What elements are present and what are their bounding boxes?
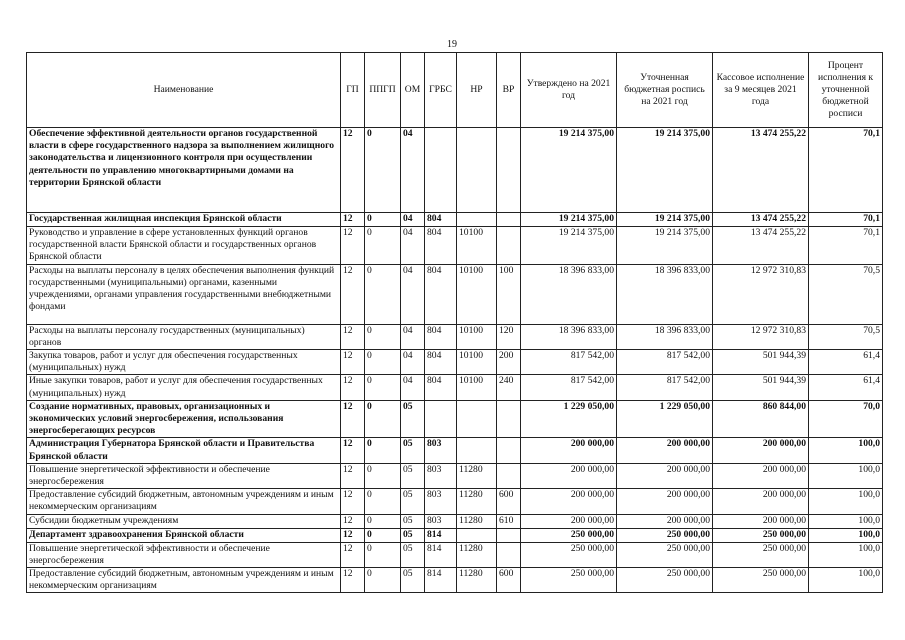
cell-name: Предоставление субсидий бюджетным, автономным учреждениям и иным некоммерческим организациям [27, 489, 341, 514]
cell-om: 04 [401, 350, 425, 375]
cell-vr: 600 [497, 489, 521, 514]
cell-percent: 100,0 [809, 542, 883, 567]
cell-vr [497, 542, 521, 567]
cell-om: 05 [401, 438, 425, 463]
cell-grbs: 803 [425, 514, 457, 528]
cell-approved: 19 214 375,00 [521, 213, 617, 227]
cell-vr [497, 438, 521, 463]
cell-name: Департамент здравоохранения Брянской области [27, 528, 341, 542]
cell-approved: 200 000,00 [521, 489, 617, 514]
table-row [27, 528, 883, 542]
header-gp: ГП [341, 53, 365, 128]
cell-name: Повышение энергетической эффективности и обеспечение энергосбережения [27, 463, 341, 488]
cell-ppgp: 0 [365, 438, 401, 463]
cell-percent: 100,0 [809, 438, 883, 463]
budget-table [26, 52, 883, 593]
cell-cash: 200 000,00 [713, 463, 809, 488]
cell-vr [497, 400, 521, 438]
cell-np: 11280 [457, 542, 497, 567]
cell-np [457, 400, 497, 438]
header-percent: Процент исполнения к уточненной бюджетной росписи [809, 53, 883, 128]
cell-name: Руководство и управление в сфере установленных функций органов государственной власти Брянской области и государственных органов Брянской области [27, 227, 341, 265]
cell-approved: 19 214 375,00 [521, 128, 617, 213]
cell-om: 04 [401, 213, 425, 227]
cell-name: Закупка товаров, работ и услуг для обеспечения государственных (муниципальных) нужд [27, 350, 341, 375]
table-row [27, 489, 883, 514]
cell-refined: 18 396 833,00 [617, 264, 713, 324]
cell-grbs: 803 [425, 489, 457, 514]
cell-name: Создание нормативных, правовых, организационных и экономических условий энергосбережения, использования энергосберегающих ресурсов [27, 400, 341, 438]
cell-percent: 100,0 [809, 463, 883, 488]
cell-name: Обеспечение эффективной деятельности органов государственной власти в сфере государственного надзора за выполнением жилищного законодательства и лицензионного контроля при осуществлении деятельности по управлению многоквартирными домами на территории Брянской области [27, 128, 341, 213]
cell-vr: 120 [497, 324, 521, 349]
header-om: ОМ [401, 53, 425, 128]
cell-percent: 61,4 [809, 350, 883, 375]
cell-refined: 250 000,00 [617, 542, 713, 567]
cell-vr [497, 213, 521, 227]
cell-approved: 250 000,00 [521, 528, 617, 542]
cell-percent: 70,5 [809, 324, 883, 349]
cell-percent: 70,1 [809, 227, 883, 265]
cell-grbs: 814 [425, 568, 457, 593]
header-vr: ВР [497, 53, 521, 128]
cell-cash: 13 474 255,22 [713, 128, 809, 213]
cell-ppgp: 0 [365, 489, 401, 514]
cell-refined: 817 542,00 [617, 375, 713, 400]
table-row [27, 514, 883, 528]
table-row [27, 128, 883, 213]
cell-ppgp: 0 [365, 375, 401, 400]
cell-approved: 200 000,00 [521, 514, 617, 528]
cell-vr [497, 227, 521, 265]
cell-approved: 18 396 833,00 [521, 324, 617, 349]
cell-approved: 250 000,00 [521, 542, 617, 567]
cell-gp: 12 [341, 514, 365, 528]
cell-vr: 100 [497, 264, 521, 324]
cell-grbs: 804 [425, 213, 457, 227]
cell-gp: 12 [341, 128, 365, 213]
cell-om: 04 [401, 227, 425, 265]
cell-grbs: 803 [425, 463, 457, 488]
cell-refined: 200 000,00 [617, 438, 713, 463]
cell-percent: 61,4 [809, 375, 883, 400]
header-refined: Уточненная бюджетная роспись на 2021 год [617, 53, 713, 128]
header-approved: Утверждено на 2021 год [521, 53, 617, 128]
table-row [27, 542, 883, 567]
cell-np: 10100 [457, 227, 497, 265]
cell-refined: 250 000,00 [617, 568, 713, 593]
cell-np [457, 128, 497, 213]
cell-approved: 18 396 833,00 [521, 264, 617, 324]
cell-ppgp: 0 [365, 542, 401, 567]
table-row [27, 350, 883, 375]
table-row [27, 324, 883, 349]
cell-ppgp: 0 [365, 514, 401, 528]
page-number: 19 [447, 39, 457, 50]
cell-approved: 1 229 050,00 [521, 400, 617, 438]
cell-ppgp: 0 [365, 213, 401, 227]
table-row [27, 213, 883, 227]
cell-name: Расходы на выплаты персоналу государственных (муниципальных) органов [27, 324, 341, 349]
cell-name: Предоставление субсидий бюджетным, автономным учреждениям и иным некоммерческим организациям [27, 568, 341, 593]
cell-name: Субсидии бюджетным учреждениям [27, 514, 341, 528]
cell-name: Иные закупки товаров, работ и услуг для обеспечения государственных (муниципальных) нужд [27, 375, 341, 400]
cell-np: 10100 [457, 350, 497, 375]
cell-refined: 200 000,00 [617, 514, 713, 528]
cell-gp: 12 [341, 375, 365, 400]
cell-cash: 501 944,39 [713, 375, 809, 400]
cell-cash: 13 474 255,22 [713, 213, 809, 227]
cell-vr: 200 [497, 350, 521, 375]
cell-om: 04 [401, 128, 425, 213]
cell-grbs: 804 [425, 350, 457, 375]
cell-refined: 19 214 375,00 [617, 227, 713, 265]
cell-percent: 100,0 [809, 568, 883, 593]
cell-vr [497, 463, 521, 488]
cell-cash: 12 972 310,83 [713, 264, 809, 324]
table-row [27, 400, 883, 438]
cell-grbs: 804 [425, 264, 457, 324]
cell-vr: 610 [497, 514, 521, 528]
cell-om: 05 [401, 542, 425, 567]
cell-grbs [425, 128, 457, 213]
cell-name: Расходы на выплаты персоналу в целях обеспечения выполнения функций государственными (муниципальными) органами, казенными учреждениями, органами управления государственными внебюджетными фондами [27, 264, 341, 324]
cell-refined: 19 214 375,00 [617, 128, 713, 213]
cell-refined: 200 000,00 [617, 489, 713, 514]
table-row [27, 463, 883, 488]
cell-gp: 12 [341, 227, 365, 265]
cell-percent: 100,0 [809, 514, 883, 528]
cell-grbs: 804 [425, 375, 457, 400]
cell-np: 10100 [457, 264, 497, 324]
cell-cash: 200 000,00 [713, 438, 809, 463]
cell-ppgp: 0 [365, 264, 401, 324]
cell-vr [497, 528, 521, 542]
cell-grbs: 814 [425, 542, 457, 567]
cell-gp: 12 [341, 400, 365, 438]
table-row [27, 264, 883, 324]
cell-ppgp: 0 [365, 463, 401, 488]
cell-om: 04 [401, 375, 425, 400]
cell-grbs: 804 [425, 324, 457, 349]
cell-ppgp: 0 [365, 568, 401, 593]
cell-name: Повышение энергетической эффективности и обеспечение энергосбережения [27, 542, 341, 567]
cell-np: 11280 [457, 514, 497, 528]
cell-cash: 250 000,00 [713, 528, 809, 542]
cell-om: 05 [401, 463, 425, 488]
cell-ppgp: 0 [365, 128, 401, 213]
cell-gp: 12 [341, 324, 365, 349]
cell-ppgp: 0 [365, 350, 401, 375]
header-cash: Кассовое исполнение за 9 месяцев 2021 года [713, 53, 809, 128]
header-name: Наименование [27, 53, 341, 128]
cell-om: 05 [401, 568, 425, 593]
cell-name: Администрация Губернатора Брянской области и Правительства Брянской области [27, 438, 341, 463]
cell-refined: 817 542,00 [617, 350, 713, 375]
cell-percent: 70,0 [809, 400, 883, 438]
cell-np: 10100 [457, 324, 497, 349]
cell-gp: 12 [341, 528, 365, 542]
header-row [27, 53, 883, 128]
cell-np [457, 438, 497, 463]
cell-gp: 12 [341, 568, 365, 593]
cell-np [457, 528, 497, 542]
cell-gp: 12 [341, 438, 365, 463]
cell-np: 11280 [457, 463, 497, 488]
cell-np [457, 213, 497, 227]
table-row [27, 375, 883, 400]
cell-cash: 250 000,00 [713, 542, 809, 567]
cell-np: 11280 [457, 568, 497, 593]
cell-percent: 70,1 [809, 213, 883, 227]
table-row [27, 438, 883, 463]
cell-ppgp: 0 [365, 400, 401, 438]
cell-grbs: 803 [425, 438, 457, 463]
cell-refined: 200 000,00 [617, 463, 713, 488]
cell-refined: 1 229 050,00 [617, 400, 713, 438]
cell-refined: 250 000,00 [617, 528, 713, 542]
cell-approved: 817 542,00 [521, 350, 617, 375]
cell-grbs [425, 400, 457, 438]
cell-refined: 19 214 375,00 [617, 213, 713, 227]
cell-om: 05 [401, 514, 425, 528]
cell-name: Государственная жилищная инспекция Брянской области [27, 213, 341, 227]
cell-vr: 600 [497, 568, 521, 593]
cell-approved: 250 000,00 [521, 568, 617, 593]
cell-np: 10100 [457, 375, 497, 400]
cell-ppgp: 0 [365, 528, 401, 542]
cell-percent: 70,1 [809, 128, 883, 213]
cell-gp: 12 [341, 264, 365, 324]
cell-om: 04 [401, 264, 425, 324]
header-np: НР [457, 53, 497, 128]
cell-approved: 817 542,00 [521, 375, 617, 400]
cell-vr: 240 [497, 375, 521, 400]
cell-approved: 200 000,00 [521, 463, 617, 488]
cell-cash: 501 944,39 [713, 350, 809, 375]
cell-ppgp: 0 [365, 324, 401, 349]
cell-percent: 100,0 [809, 489, 883, 514]
cell-grbs: 814 [425, 528, 457, 542]
cell-gp: 12 [341, 463, 365, 488]
table-row [27, 227, 883, 265]
cell-cash: 860 844,00 [713, 400, 809, 438]
cell-np: 11280 [457, 489, 497, 514]
cell-om: 05 [401, 528, 425, 542]
table-row [27, 568, 883, 593]
cell-om: 05 [401, 489, 425, 514]
cell-gp: 12 [341, 542, 365, 567]
cell-approved: 19 214 375,00 [521, 227, 617, 265]
cell-om: 04 [401, 324, 425, 349]
cell-approved: 200 000,00 [521, 438, 617, 463]
cell-om: 05 [401, 400, 425, 438]
cell-cash: 200 000,00 [713, 514, 809, 528]
cell-percent: 70,5 [809, 264, 883, 324]
cell-gp: 12 [341, 213, 365, 227]
cell-cash: 12 972 310,83 [713, 324, 809, 349]
cell-cash: 13 474 255,22 [713, 227, 809, 265]
cell-cash: 250 000,00 [713, 568, 809, 593]
cell-cash: 200 000,00 [713, 489, 809, 514]
cell-ppgp: 0 [365, 227, 401, 265]
header-ppgp: ППГП [365, 53, 401, 128]
cell-grbs: 804 [425, 227, 457, 265]
cell-gp: 12 [341, 489, 365, 514]
cell-refined: 18 396 833,00 [617, 324, 713, 349]
cell-percent: 100,0 [809, 528, 883, 542]
header-grbs: ГРБС [425, 53, 457, 128]
cell-gp: 12 [341, 350, 365, 375]
cell-vr [497, 128, 521, 213]
